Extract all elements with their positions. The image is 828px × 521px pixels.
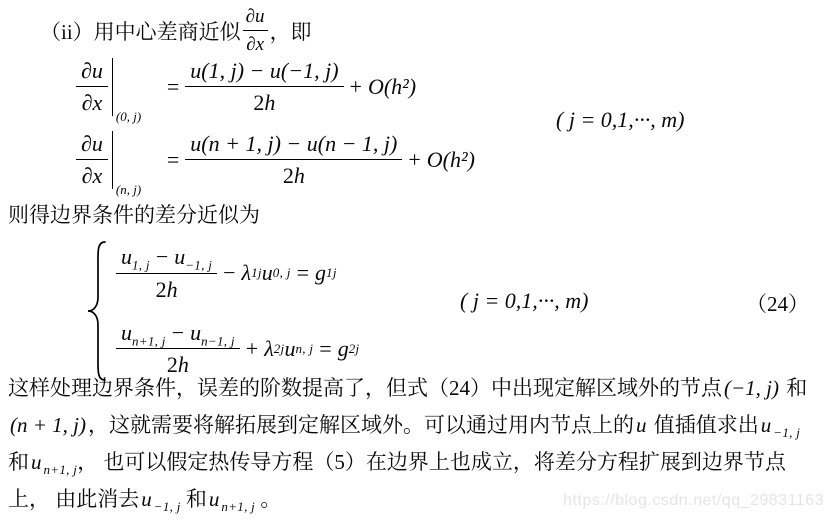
fraction-denominator — [156, 274, 178, 302]
inline-fraction-du-dx — [243, 6, 268, 56]
subscript: −1, j — [773, 425, 801, 441]
lhs-fraction — [76, 58, 108, 116]
fraction-numerator: ∂u — [76, 131, 108, 160]
subscript: −1, j — [153, 499, 181, 515]
watermark-url: https://blog.csdn.net/qq_29831163 — [563, 492, 824, 509]
text-run: 和 — [8, 450, 29, 474]
lambda-symbol: λ — [241, 260, 252, 286]
paragraph-line-3 — [8, 444, 826, 481]
text-run: 这样处理边界条件，误差的阶数提高了，但式（24）中出现定解区域外的节点 — [8, 376, 722, 400]
text-run: 值插值求出 — [648, 413, 759, 437]
order-term: O(h²) — [426, 146, 475, 172]
j-range-note: ( j = 0,1,···, m) — [460, 288, 589, 313]
lambda-symbol: λ — [264, 335, 274, 361]
text-run: 。 — [255, 487, 282, 511]
row1-fraction — [116, 244, 217, 302]
equation-number: （24） — [746, 292, 809, 316]
subscript: n+1, j — [43, 462, 78, 478]
math-node-minus1-j: (−1, j) — [724, 376, 779, 400]
coefficient: 2 — [155, 276, 167, 302]
evaluation-subscript: (n, j) — [115, 181, 142, 197]
variable-u: u — [31, 450, 42, 474]
paragraph-line-2 — [8, 407, 826, 444]
system-rows — [116, 244, 359, 377]
plus-sign: + — [349, 73, 362, 99]
coefficient: 2 — [282, 163, 294, 189]
fraction-numerator — [116, 244, 217, 273]
row2-fraction — [116, 320, 240, 378]
coefficient: 2 — [253, 90, 265, 116]
equals-sign: = — [166, 146, 180, 172]
equation-boundary-0j — [76, 58, 417, 124]
variable-u: u — [121, 320, 132, 345]
equation-boundary-nj — [76, 131, 475, 197]
variable-g: g — [315, 260, 327, 286]
minus-sign: − — [171, 320, 185, 345]
evaluation-subscript: (0, j) — [115, 108, 142, 124]
fraction-denominator — [283, 160, 305, 188]
plus-sign: + — [408, 146, 421, 172]
coefficient: 2 — [166, 352, 178, 378]
variable-h: h — [177, 352, 189, 378]
fraction-denominator — [253, 87, 275, 115]
fraction-denominator: ∂x — [81, 163, 103, 189]
minus-sign: − — [155, 244, 169, 270]
rhs-fraction — [185, 131, 402, 189]
subscript: n−1, j — [201, 333, 235, 349]
intro-prefix: （ii）用中心差商近似 — [40, 19, 241, 44]
operator: − — [223, 260, 236, 286]
variable-u: u — [121, 244, 132, 270]
fraction-numerator: u(n + 1, j) − u(n − 1, j) — [185, 131, 402, 160]
variable-u: u — [190, 320, 202, 345]
subscript: n+1, j — [132, 333, 166, 349]
variable-g: g — [337, 335, 349, 361]
text-run: 和 — [781, 376, 808, 400]
evaluation-bar — [112, 58, 161, 124]
lhs-fraction — [76, 131, 108, 189]
equals-sign: = — [166, 73, 180, 99]
equals-sign: = — [296, 260, 310, 286]
fraction-denominator: ∂x — [81, 90, 103, 116]
math-node-nplus1-j: (n + 1, j) — [10, 413, 86, 437]
subscript: n+1, j — [221, 499, 256, 515]
intro-suffix: ，即 — [269, 19, 312, 44]
evaluation-bar — [112, 131, 161, 197]
subscript: −1, j — [185, 257, 213, 273]
text-run: ，这就需要将解拓展到定解区域外。可以通过用内节点上的 — [88, 413, 634, 437]
fraction-numerator — [116, 320, 240, 349]
fraction-numerator: ∂u — [76, 58, 108, 87]
variable-u: u — [636, 413, 647, 437]
text-run: 上， 由此消去 — [8, 487, 140, 511]
system-brace-icon — [84, 240, 110, 382]
boundary-text: 则得边界条件的差分近似为 — [8, 203, 260, 227]
j-range-note: ( j = 0,1,···, m) — [556, 107, 685, 132]
rhs-fraction — [185, 58, 343, 116]
text-run: 和 — [180, 487, 207, 511]
system-row-1: $\frac{u_{1, j} - u_{-1, j}}{2h}$ − λ 1j u 0, j = g 1j — [116, 244, 359, 302]
paragraph-line-1 — [8, 370, 826, 407]
variable-h: h — [264, 90, 276, 116]
variable-u: u — [760, 413, 772, 437]
fraction-numerator: u(1, j) − u(−1, j) — [185, 58, 343, 87]
equals-sign: = — [319, 335, 332, 361]
variable-h: h — [166, 276, 178, 302]
equation-system-24 — [84, 240, 359, 382]
fraction-numerator: ∂u — [243, 6, 268, 31]
subscript: 1, j — [132, 257, 150, 273]
order-term: O(h²) — [367, 73, 417, 99]
variable-h: h — [293, 163, 305, 189]
intro-line — [40, 6, 312, 56]
system-row-2: $\frac{u_{n+1, j} - u_{n-1, j}}{2h}$ + λ 2j u n, j = g 2j — [116, 320, 359, 378]
text-run: ， 也可以假定热传导方程（5）在边界上也成立，将差分方程扩展到边界节点 — [77, 450, 786, 474]
variable-u: u — [141, 487, 152, 511]
variable-u: u — [261, 260, 273, 286]
operator: + — [245, 335, 259, 361]
variable-u: u — [208, 487, 220, 511]
variable-u: u — [174, 244, 186, 270]
fraction-denominator: ∂x — [246, 33, 265, 55]
variable-u: u — [284, 335, 296, 361]
